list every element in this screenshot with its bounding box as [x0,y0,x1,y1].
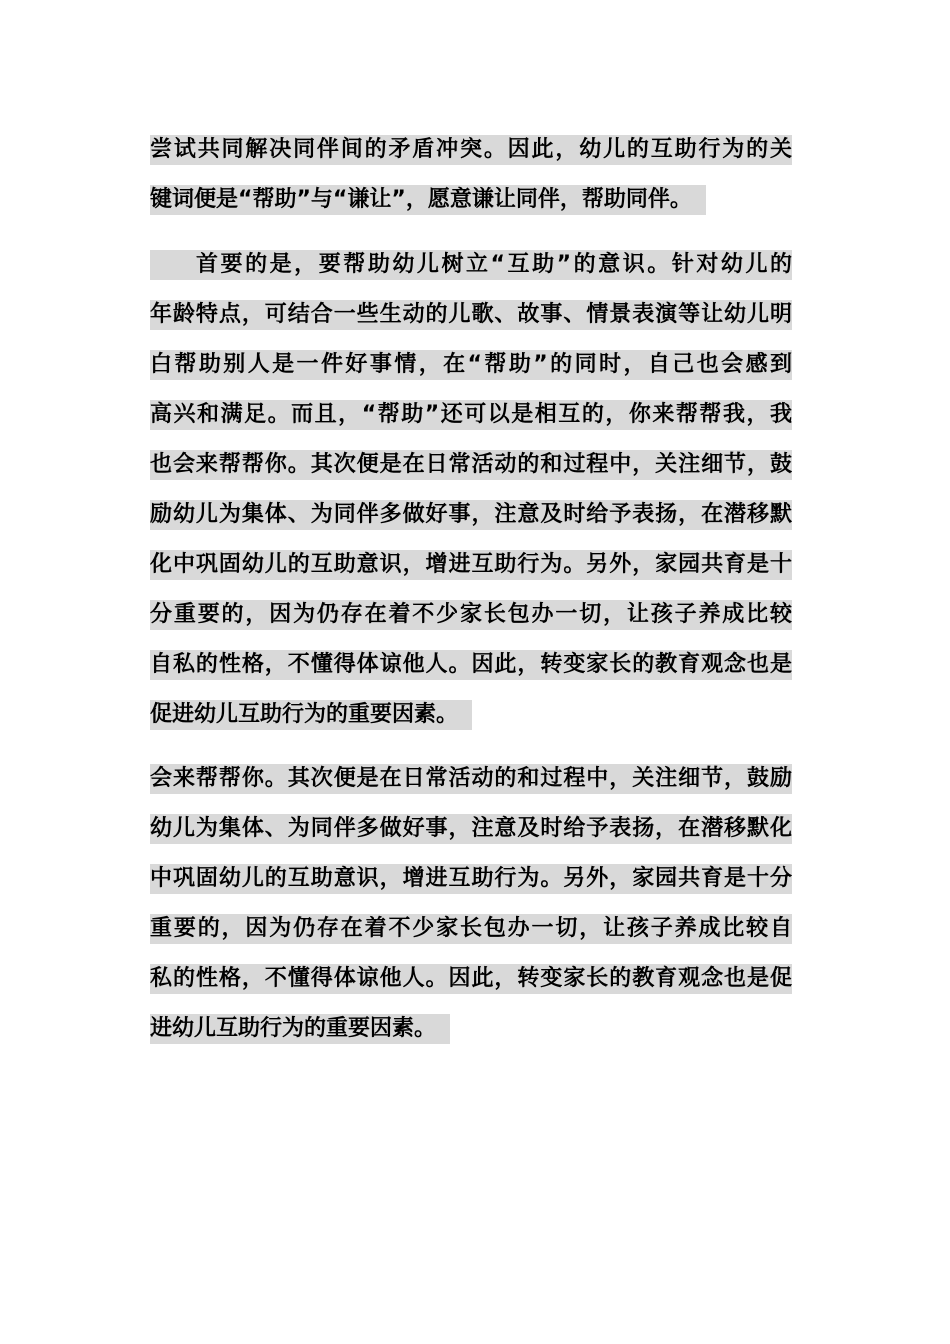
text-line: 进幼儿互助行为的重要因素。 [150,1014,792,1044]
text-line: 中巩固幼儿的互助意识，增进互助行为。另外，家园共育是十分 [150,864,792,894]
text-line: 幼儿为集体、为同伴多做好事，注意及时给予表扬，在潜移默化 [150,814,792,844]
text-line: 自私的性格，不懂得体谅他人。因此，转变家长的教育观念也是 [150,650,792,680]
text-line: 首要的是，要帮助幼儿树立“互助”的意识。针对幼儿的 [150,250,792,280]
text-line: 会来帮帮你。其次便是在日常活动的和过程中，关注细节，鼓励 [150,764,792,794]
text-line: 重要的，因为仍存在着不少家长包办一切，让孩子养成比较自 [150,914,792,944]
paragraph-1 [150,135,792,235]
text-line: 化中巩固幼儿的互助意识，增进互助行为。另外，家园共育是十 [150,550,792,580]
text-line: 白帮助别人是一件好事情，在“帮助”的同时，自己也会感到 [150,350,792,380]
text-line: 分重要的，因为仍存在着不少家长包办一切，让孩子养成比较 [150,600,792,630]
text-line: 也会来帮帮你。其次便是在日常活动的和过程中，关注细节，鼓 [150,450,792,480]
text-line: 励幼儿为集体、为同伴多做好事，注意及时给予表扬，在潜移默 [150,500,792,530]
paragraph-3 [150,764,792,1064]
text-line: 尝试共同解决同伴间的矛盾冲突。因此，幼儿的互助行为的关 [150,135,792,165]
text-line: 私的性格，不懂得体谅他人。因此，转变家长的教育观念也是促 [150,964,792,994]
text-line: 促进幼儿互助行为的重要因素。 [150,700,792,730]
text-line: 年龄特点，可结合一些生动的儿歌、故事、情景表演等让幼儿明 [150,300,792,330]
paragraph-2 [150,250,792,750]
text-line: 高兴和满足。而且，“帮助”还可以是相互的，你来帮帮我，我 [150,400,792,430]
text-line: 键词便是“帮助”与“谦让”，愿意谦让同伴，帮助同伴。 [150,185,792,215]
